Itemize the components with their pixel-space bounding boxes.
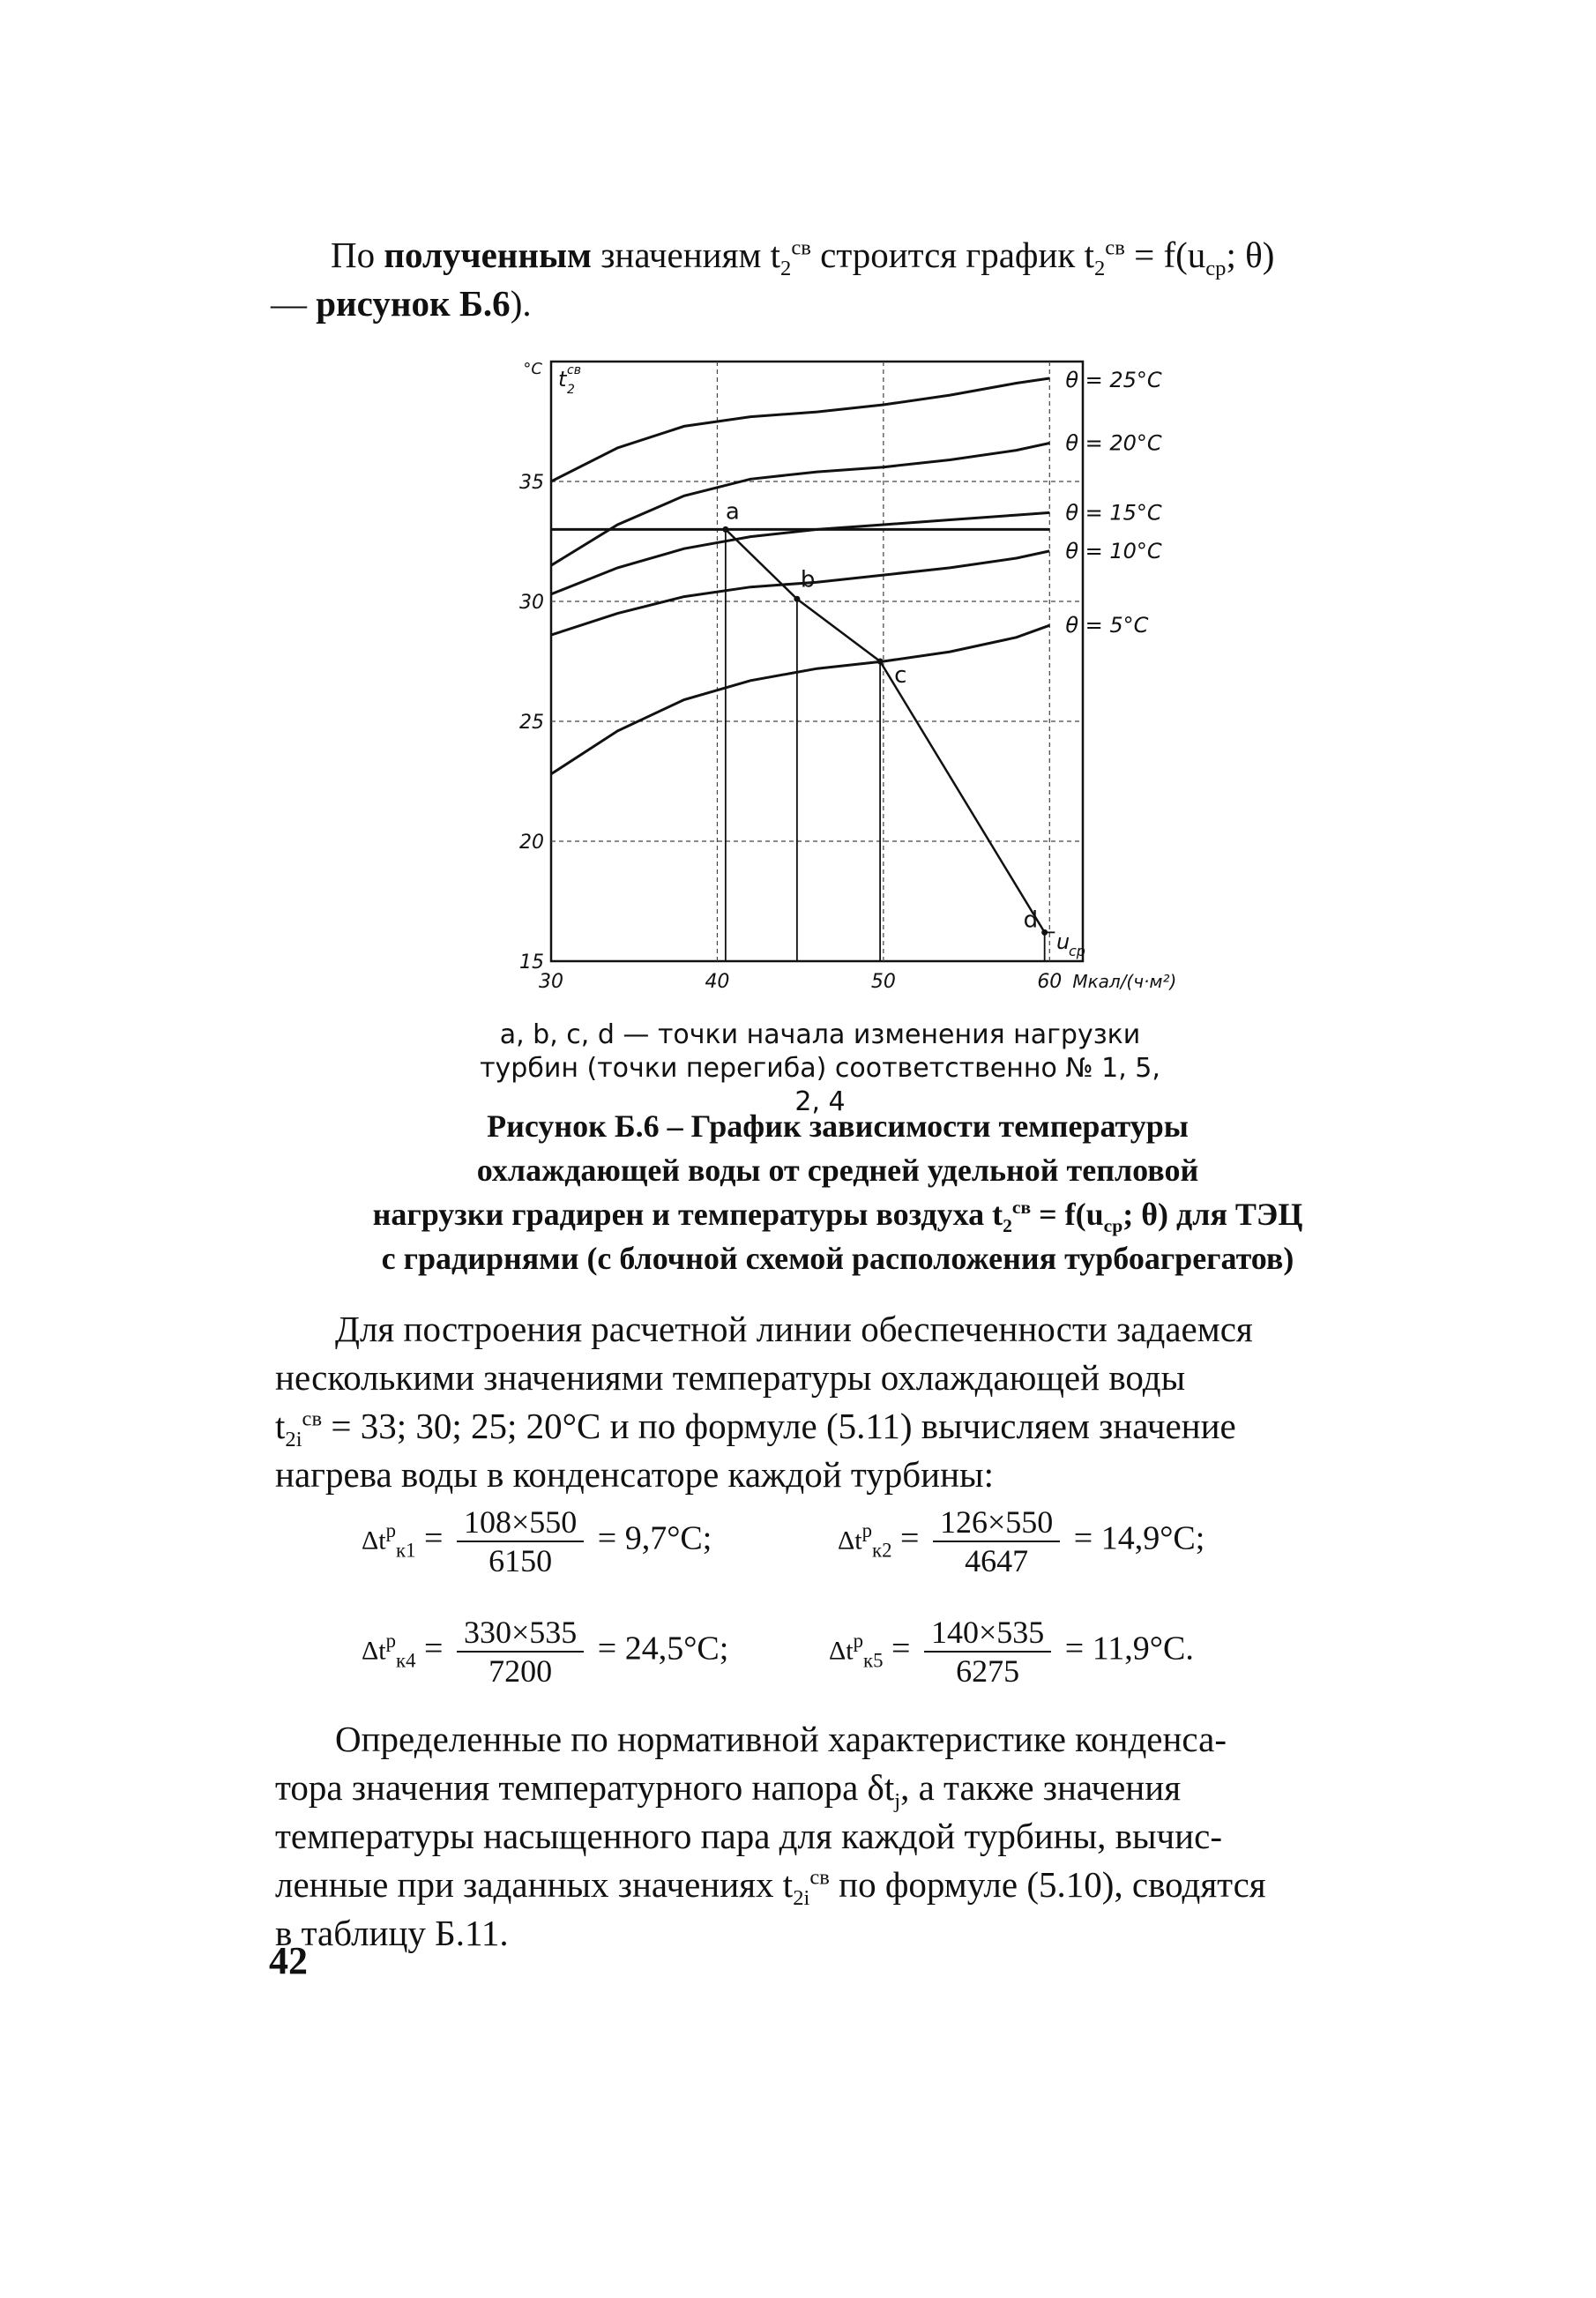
paragraph-2 [275, 1305, 1413, 1499]
caption-line-1: Рисунок Б.6 – График зависимости температуры [487, 1108, 1189, 1144]
series-label: θ = 5°C [1065, 613, 1149, 638]
paragraph-3 [275, 1715, 1413, 1958]
y-axis-symbol: t [558, 367, 567, 392]
para2-line-3: $t_{2i}^{св} = 33$; 30; 25; 20°С и по формуле (5.11) вычисляем значение [275, 1406, 1236, 1452]
formula-k2: $\Delta t^р_{к2}$ = $\frac{126\times 550}{4647}$ = 14,9°С; [838, 1504, 1205, 1578]
point-label: d [1023, 907, 1039, 934]
para3-line-3: температуры насыщенного пара для каждой турбины, вычис- [275, 1816, 1222, 1856]
caption-line-3: нагрузки градирен и температуры воздуха $t_2^{св} = f(u_{ср}$; θ) для ТЭЦ [372, 1197, 1303, 1237]
y-tick-label: 35 [519, 472, 544, 494]
para3-line-4: ленные при заданных значениях $t_{2i}^{св}$ по формуле (5.10), сводятся [275, 1864, 1266, 1911]
y-axis-symbol-sub: 2 [567, 383, 575, 397]
series-line [551, 444, 1049, 566]
x-axis-symbol: u [1056, 929, 1070, 954]
temperature-chart [511, 353, 1177, 1005]
fraction: $\frac{330\times 535}{7200}$ [457, 1614, 584, 1690]
series-label: θ = 20°C [1065, 430, 1162, 456]
x-axis-unit: Мкал/(ч·м²) [1072, 971, 1177, 992]
fraction: $\frac{108\times 550}{6150}$ [457, 1503, 584, 1579]
series-line [551, 551, 1049, 635]
figure-caption [265, 1104, 1411, 1280]
legend-line-2: турбин (точки перегиба) соответственно № 1, 5, 2, 4 [480, 1053, 1160, 1117]
series-label: θ = 15°C [1065, 500, 1162, 526]
y-tick-label: 15 [519, 951, 544, 974]
x-tick-label: 40 [705, 971, 730, 993]
para3-line-2: тора значения температурного напора $\delta t_j$, а также значения [275, 1767, 1182, 1814]
point-label: a [725, 498, 740, 526]
caption-line-4: с градирнями (с блочной схемой расположения турбоагрегатов) [381, 1241, 1294, 1276]
chart-labels [519, 360, 1176, 993]
formula-k4: $\Delta t^р_{к4}$ = $\frac{330\times 535}{7200}$ = 24,5°С; [362, 1615, 729, 1689]
x-tick-label: 60 [1037, 971, 1063, 993]
caption-line-2: охлаждающей воды от средней удельной тепловой [476, 1153, 1199, 1188]
fraction: $\frac{140\times 535}{6275}$ [924, 1614, 1051, 1690]
y-tick-label: 20 [519, 832, 544, 854]
point-label: b [800, 566, 816, 593]
inflection-point [722, 526, 728, 533]
intro-line-1: По полученным значениям $t_2^{св}$ строится график $t_2^{св} = f(u_{ср}$; θ) [331, 235, 1275, 281]
para3-line-5: в таблицу Б.11. [275, 1913, 509, 1953]
series-label: θ = 10°C [1065, 538, 1162, 563]
inflection-point [794, 596, 800, 602]
formula-k5: $\Delta t^р_{к5}$ = $\frac{140\times 535}{6275}$ = 11,9°С. [829, 1615, 1194, 1689]
inflection-line [726, 529, 1045, 932]
series-label: θ = 25°C [1065, 368, 1162, 393]
inflection-point [877, 659, 884, 665]
series-line [551, 378, 1049, 481]
intro-line-2: — рисунок Б.6). [271, 283, 532, 324]
series-line [551, 625, 1049, 774]
para2-line-2: несколькими значениями температуры охлаждающей воды [275, 1357, 1186, 1398]
x-axis-symbol-sub: ср [1069, 943, 1085, 959]
intro-paragraph [271, 231, 1406, 328]
para2-line-1: Для построения расчетной линии обеспеченности задаемся [335, 1309, 1253, 1349]
point-label: c [894, 662, 907, 689]
y-tick-label: 25 [519, 712, 544, 734]
formula-k1: $\Delta t^р_{к1}$ = $\frac{108\times 550}{6150}$ = 9,7°С; [362, 1504, 712, 1578]
x-tick-label: 50 [870, 971, 896, 993]
y-axis-unit: °C [523, 360, 542, 378]
legend-line-1: a, b, c, d — точки начала изменения нагрузки [499, 1019, 1141, 1050]
para2-line-4: нагрева воды в конденсаторе каждой турбины: [275, 1454, 994, 1495]
y-tick-label: 30 [519, 592, 544, 614]
y-axis-symbol-sup: св [567, 363, 581, 377]
para3-line-1: Определенные по нормативной характеристике конденса- [335, 1719, 1227, 1759]
fraction: $\frac{126\times 550}{4647}$ [933, 1503, 1060, 1579]
inflection-point [1041, 929, 1048, 936]
page-number: 42 [269, 1939, 308, 1982]
x-tick-label: 30 [539, 971, 563, 993]
